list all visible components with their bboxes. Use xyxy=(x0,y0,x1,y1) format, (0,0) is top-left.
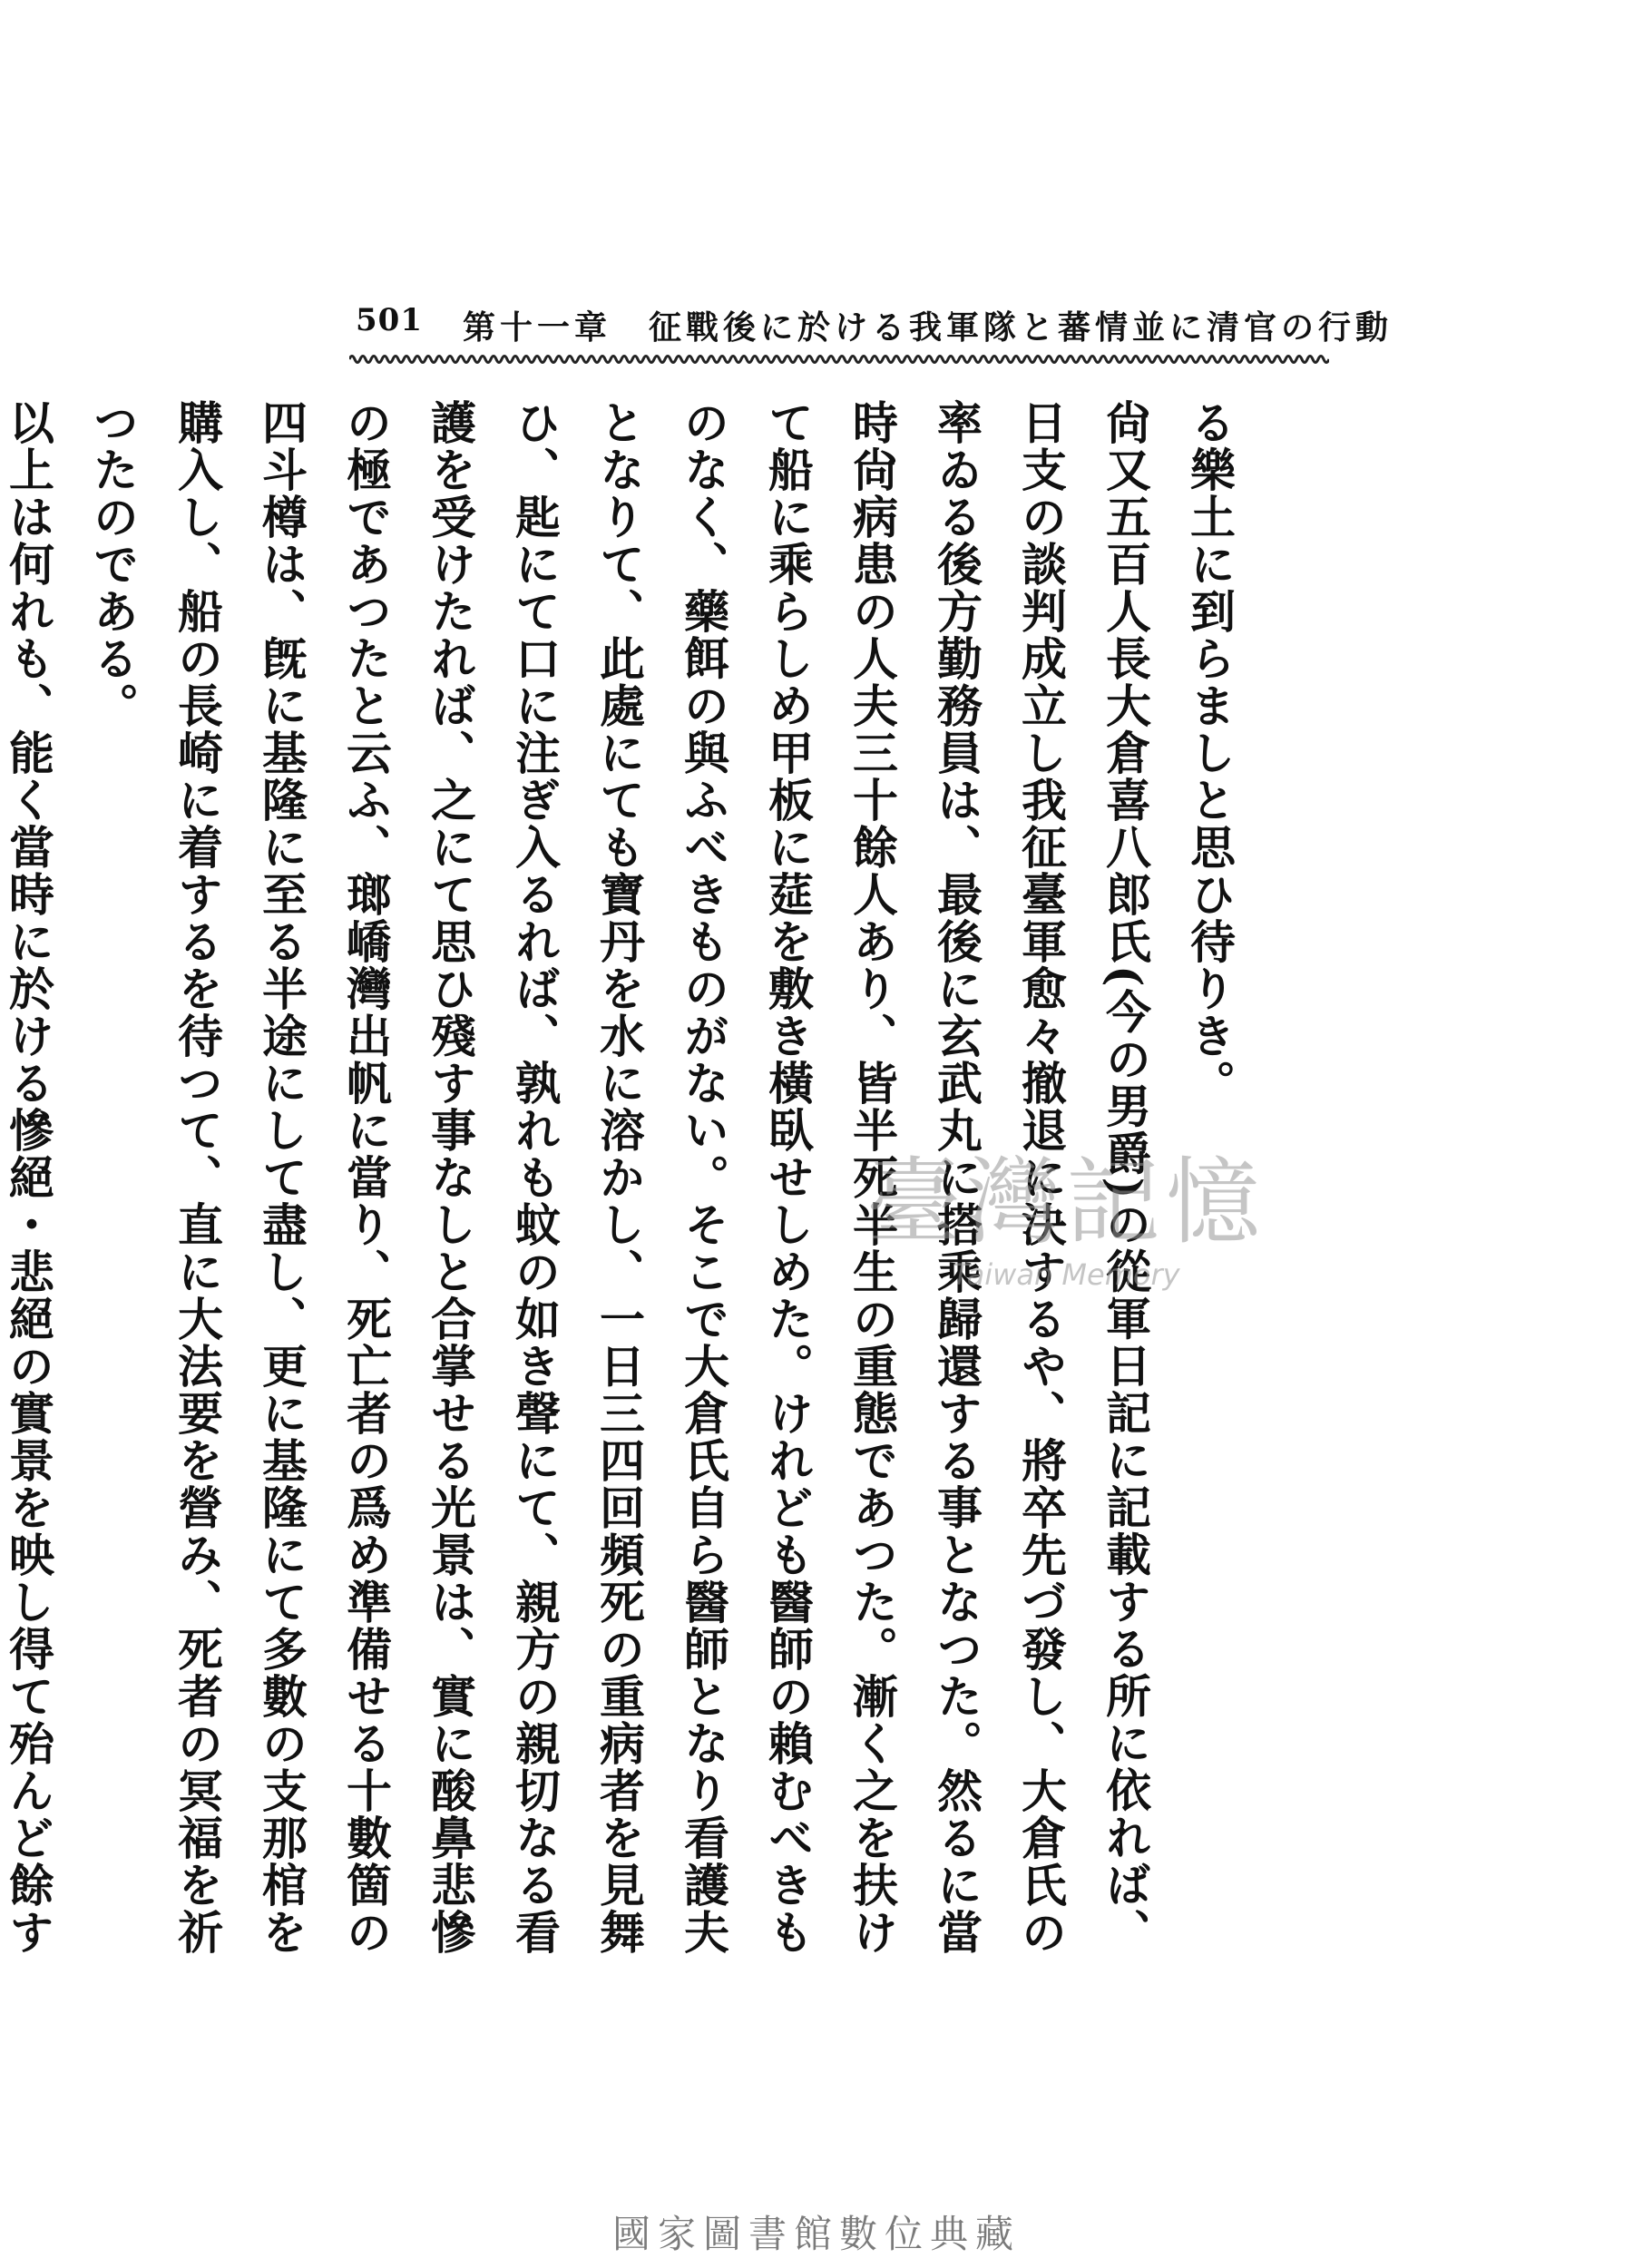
watermark-chinese: 臺灣記憶 xyxy=(865,1147,1266,1257)
paragraph-1: る樂土に到らましと思ひ待りき。 xyxy=(1183,399,1237,1107)
vertical-body-text xyxy=(2,399,1252,1960)
paragraph-2: 尙又五百人長大倉喜八郎氏(今の男爵)の從軍日記に記載する所に依れば、日支の談判成立し我征臺軍愈々撤退に決するや、將卒先づ發し、大倉氏の率ゐる後方勤務員は、最後に玄武丸に搭乘歸還する事となつた。然るに當時尙病患の人夫三十餘人あり、皆半死半生の重態であつた。漸く之を扶けて船に乘らしめ甲板に莚を敷き橫臥せしめた。けれども醫師の賴むべきものなく、藥餌の與ふべきものがない。そこで大倉氏自ら醫師となり看護夫となりて、此處にても寶丹を水に溶かし、一日三四回頻死の重病者を見舞ひ、匙にて口に注ぎ入るれば、孰れも蚊の如き聲にて、親方の親切なる看護を受けたれば、之にて思ひ殘す事なしと合掌せる光景は、實に酸鼻悲慘の極であつたと云ふ、瑯嶠灣出帆に當り、死亡者の爲め準備せる十數箇の四斗樽は、旣に基隆に至る半途にして盡し、更に基隆にて多數の支那棺を購入し、船の長崎に着するを待つて、直に大法要を營み、死者の冥福を祈つたのである。 xyxy=(86,399,1152,1956)
watermark-english: Taiwan Memory xyxy=(952,1257,1180,1292)
running-head: 第十一章 征戰後に於ける我軍隊と蕃情並に清官の行動 xyxy=(463,308,1393,347)
library-footer: 國家圖書館數位典藏 xyxy=(611,2212,1021,2256)
wavy-divider-rule xyxy=(349,350,1329,368)
page-number: 501 xyxy=(356,302,423,338)
paragraph-3: 以上は何れも、能く當時に於ける慘絕・悲絕の實景を映し得て殆んど餘す xyxy=(2,399,55,1956)
